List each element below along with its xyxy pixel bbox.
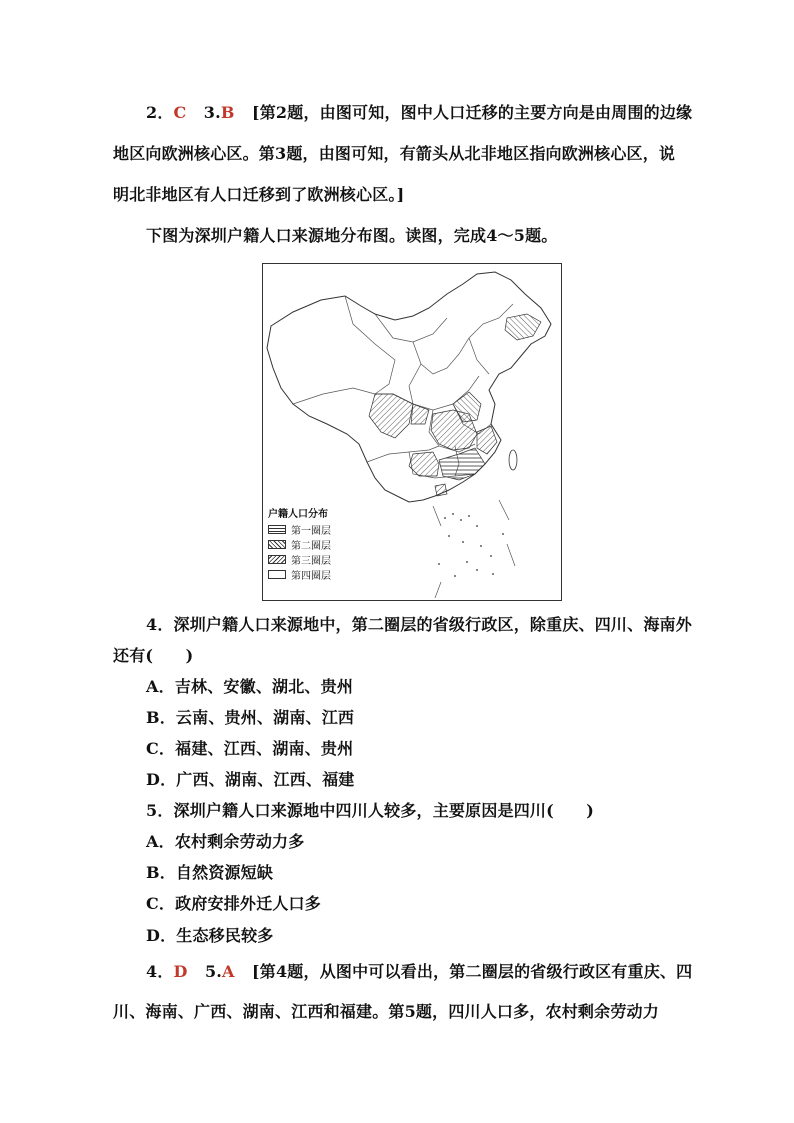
- question-4-option-c: C．福建、江西、湖南、贵州: [146, 739, 354, 758]
- answer-explanation: [第4题，从图中可以看出，第二圈层的省级行政区有重庆、四: [251, 962, 693, 981]
- region-second-circle-hainan: [435, 484, 447, 496]
- q2-number: 2．: [146, 103, 174, 122]
- legend-label: 第四圈层: [291, 571, 331, 582]
- legend-label: 第三圈层: [291, 556, 331, 567]
- q4-number: 4．: [146, 962, 174, 981]
- question-5-option-b: B．自然资源短缺: [146, 863, 274, 882]
- answer-2-3-line-3: 明北非地区有人口迁移到了欧洲核心区。]: [113, 185, 405, 204]
- taiwan-island: [509, 450, 517, 470]
- q2-answer: C: [173, 103, 187, 122]
- question-4-stem-line-1: 4．深圳户籍人口来源地中，第二圈层的省级行政区，除重庆、四川、海南外: [146, 615, 692, 634]
- answer-4-5-line-2: 川、海南、广西、湖南、江西和福建。第5题，四川人口多，农村剩余劳动力: [113, 1002, 659, 1021]
- legend-swatch-first: [268, 525, 286, 534]
- sea-boundary-dashes: [433, 500, 515, 598]
- q3-number: 3.: [203, 103, 221, 122]
- question-4-option-d: D．广西、湖南、江西、福建: [146, 770, 355, 789]
- question-4-option-b: B．云南、贵州、湖南、江西: [146, 708, 355, 727]
- legend-swatch-second: [268, 540, 286, 549]
- legend-label: 第二圈层: [291, 541, 331, 552]
- legend-item-third: [268, 552, 388, 567]
- answer-2-3-line-1: [146, 103, 716, 123]
- question-4-stem-line-2: 还有( ): [113, 646, 194, 665]
- q5-answer: A: [222, 962, 235, 981]
- question-5-option-d: D．生态移民较多: [146, 926, 274, 945]
- south-sea-islands: [438, 513, 504, 577]
- map-intro: 下图为深圳户籍人口来源地分布图。读图，完成4～5题。: [146, 226, 558, 245]
- legend-item-first: [268, 522, 388, 537]
- legend-label: 第一圈层: [291, 526, 331, 537]
- q4-answer: D: [173, 962, 188, 981]
- legend-title: 户籍人口分布: [268, 509, 328, 520]
- question-5-option-a: A．农村剩余劳动力多: [146, 832, 305, 851]
- q3-answer: B: [220, 103, 235, 122]
- q5-number: 5.: [204, 962, 223, 981]
- legend-swatch-third: [268, 555, 286, 564]
- legend-swatch-fourth: [268, 570, 286, 579]
- answer-4-5-line-1: [146, 962, 716, 982]
- legend-item-fourth: [268, 567, 388, 582]
- map-legend: [268, 508, 388, 582]
- answer-explanation: [第2题，由图可知，图中人口迁移的主要方向是由周围的边缘: [251, 103, 693, 122]
- question-5-option-c: C．政府安排外迁人口多: [146, 894, 321, 913]
- question-4-option-a: A．吉林、安徽、湖北、贵州: [146, 677, 354, 696]
- legend-item-second: [268, 537, 388, 552]
- question-5-stem: 5．深圳户籍人口来源地中四川人较多，主要原因是四川( ): [146, 801, 595, 820]
- answer-2-3-line-2: 地区向欧洲核心区。第3题，由图可知，有箭头从北非地区指向欧洲核心区，说: [113, 144, 676, 163]
